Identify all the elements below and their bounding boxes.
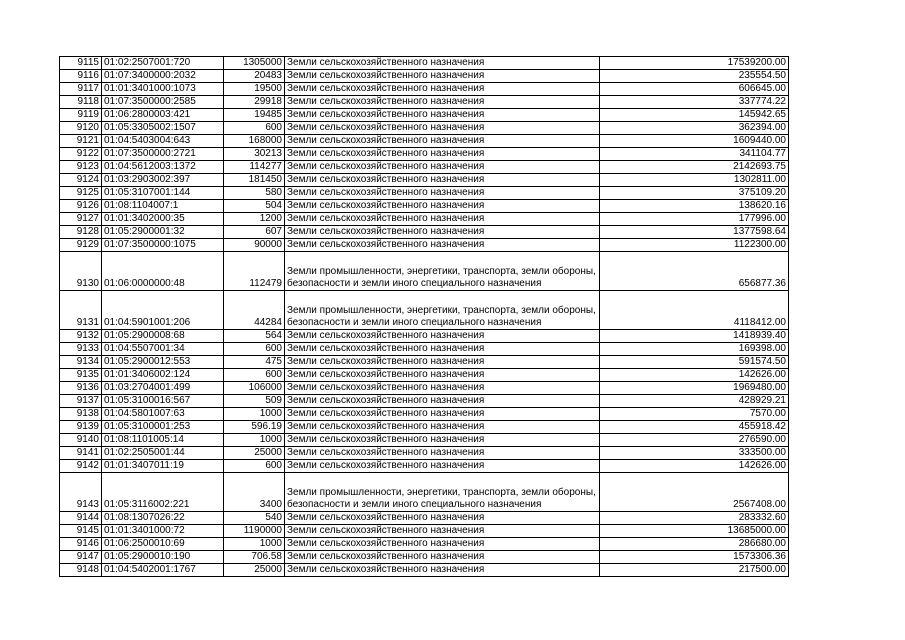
cadastral-number-cell[interactable]: 01:07:3500000:2721 bbox=[102, 148, 224, 161]
area-cell[interactable]: 1305000 bbox=[224, 57, 285, 70]
land-category-cell[interactable]: Земли сельскохозяйственного назначения bbox=[285, 57, 600, 70]
cadastral-value-cell[interactable]: 7570.00 bbox=[600, 408, 789, 421]
cadastral-number-cell[interactable]: 01:04:5403004:643 bbox=[102, 135, 224, 148]
cadastral-number-cell[interactable]: 01:05:3305002:1507 bbox=[102, 122, 224, 135]
table-row bbox=[60, 200, 789, 213]
area-cell[interactable]: 600 bbox=[224, 122, 285, 135]
cadastral-value-cell[interactable]: 337774.22 bbox=[600, 96, 789, 109]
row-number-cell[interactable]: 9135 bbox=[60, 369, 102, 382]
row-number-cell[interactable]: 9118 bbox=[60, 96, 102, 109]
table-row bbox=[60, 109, 789, 122]
row-number-cell[interactable]: 9147 bbox=[60, 551, 102, 564]
cadastral-number-cell[interactable]: 01:05:2900001:32 bbox=[102, 226, 224, 239]
row-number-cell[interactable]: 9146 bbox=[60, 538, 102, 551]
area-cell[interactable]: 564 bbox=[224, 330, 285, 343]
cadastral-number-cell[interactable]: 01:04:5801007:63 bbox=[102, 408, 224, 421]
area-cell[interactable]: 1000 bbox=[224, 538, 285, 551]
table-row bbox=[60, 135, 789, 148]
land-category-cell[interactable]: Земли сельскохозяйственного назначения bbox=[285, 525, 600, 538]
row-number-cell[interactable]: 9138 bbox=[60, 408, 102, 421]
area-cell[interactable]: 1000 bbox=[224, 408, 285, 421]
area-cell[interactable]: 20483 bbox=[224, 70, 285, 83]
cadastral-number-cell[interactable]: 01:02:2505001:44 bbox=[102, 447, 224, 460]
row-number-cell[interactable]: 9140 bbox=[60, 434, 102, 447]
cadastral-number-cell[interactable]: 01:08:1101005:14 bbox=[102, 434, 224, 447]
area-cell[interactable]: 1000 bbox=[224, 434, 285, 447]
table-row bbox=[60, 356, 789, 369]
area-cell[interactable]: 509 bbox=[224, 395, 285, 408]
land-category-cell[interactable]: Земли промышленности, энергетики, транспорта, земли обороны, безопасности и земли иного специального назначения bbox=[285, 473, 600, 512]
land-category-cell[interactable]: Земли сельскохозяйственного назначения bbox=[285, 122, 600, 135]
table-row bbox=[60, 122, 789, 135]
land-category-cell[interactable]: Земли сельскохозяйственного назначения bbox=[285, 161, 600, 174]
cadastral-number-cell[interactable]: 01:04:5507001:34 bbox=[102, 343, 224, 356]
area-cell[interactable]: 30213 bbox=[224, 148, 285, 161]
cadastral-number-cell[interactable]: 01:01:3407011:19 bbox=[102, 460, 224, 473]
table-row bbox=[60, 187, 789, 200]
cadastral-number-cell[interactable]: 01:03:2704001:499 bbox=[102, 382, 224, 395]
land-category-cell[interactable]: Земли сельскохозяйственного назначения bbox=[285, 226, 600, 239]
table-row bbox=[60, 460, 789, 473]
area-cell[interactable]: 607 bbox=[224, 226, 285, 239]
row-number-cell[interactable]: 9126 bbox=[60, 200, 102, 213]
table-row bbox=[60, 564, 789, 577]
area-cell[interactable]: 25000 bbox=[224, 564, 285, 577]
table-row bbox=[60, 57, 789, 70]
cadastral-value-cell[interactable]: 1573306.36 bbox=[600, 551, 789, 564]
cadastral-number-cell[interactable]: 01:02:2507001:720 bbox=[102, 57, 224, 70]
cadastral-number-cell[interactable]: 01:01:3406002:124 bbox=[102, 369, 224, 382]
cadastral-value-cell[interactable]: 428929.21 bbox=[600, 395, 789, 408]
row-number-cell[interactable]: 9129 bbox=[60, 239, 102, 252]
area-cell[interactable]: 90000 bbox=[224, 239, 285, 252]
land-category-cell[interactable]: Земли сельскохозяйственного назначения bbox=[285, 135, 600, 148]
land-category-cell[interactable]: Земли сельскохозяйственного назначения bbox=[285, 213, 600, 226]
area-cell[interactable]: 44284 bbox=[224, 291, 285, 330]
row-number-cell[interactable]: 9127 bbox=[60, 213, 102, 226]
land-category-cell[interactable]: Земли сельскохозяйственного назначения bbox=[285, 512, 600, 525]
cadastral-number-cell[interactable]: 01:06:2500010:69 bbox=[102, 538, 224, 551]
table-row bbox=[60, 161, 789, 174]
table-row bbox=[60, 525, 789, 538]
row-number-cell[interactable]: 9124 bbox=[60, 174, 102, 187]
table-row bbox=[60, 96, 789, 109]
land-category-cell[interactable]: Земли сельскохозяйственного назначения bbox=[285, 239, 600, 252]
row-number-cell[interactable]: 9148 bbox=[60, 564, 102, 577]
table-row bbox=[60, 512, 789, 525]
cadastral-value-cell[interactable]: 362394.00 bbox=[600, 122, 789, 135]
row-number-cell[interactable]: 9136 bbox=[60, 382, 102, 395]
land-category-cell[interactable]: Земли сельскохозяйственного назначения bbox=[285, 200, 600, 213]
land-category-cell[interactable]: Земли сельскохозяйственного назначения bbox=[285, 408, 600, 421]
area-cell[interactable]: 1190000 bbox=[224, 525, 285, 538]
cadastral-value-cell[interactable]: 169398.00 bbox=[600, 343, 789, 356]
row-number-cell[interactable]: 9123 bbox=[60, 161, 102, 174]
cadastral-number-cell[interactable]: 01:04:5612003:1372 bbox=[102, 161, 224, 174]
row-number-cell[interactable]: 9137 bbox=[60, 395, 102, 408]
area-cell[interactable]: 181450 bbox=[224, 174, 285, 187]
table-row bbox=[60, 83, 789, 96]
table-row bbox=[60, 226, 789, 239]
cadastral-value-cell[interactable]: 656877.36 bbox=[600, 252, 789, 291]
table-row bbox=[60, 213, 789, 226]
land-category-cell[interactable]: Земли сельскохозяйственного назначения bbox=[285, 434, 600, 447]
cadastral-number-cell[interactable]: 01:05:3107001:144 bbox=[102, 187, 224, 200]
cadastral-number-cell[interactable]: 01:06:2800003:421 bbox=[102, 109, 224, 122]
cadastral-number-cell[interactable]: 01:06:0000000:48 bbox=[102, 252, 224, 291]
cadastral-number-cell[interactable]: 01:04:5402001:1767 bbox=[102, 564, 224, 577]
row-number-cell[interactable]: 9141 bbox=[60, 447, 102, 460]
land-category-cell[interactable]: Земли сельскохозяйственного назначения bbox=[285, 395, 600, 408]
cadastral-value-cell[interactable]: 4118412.00 bbox=[600, 291, 789, 330]
land-category-cell[interactable]: Земли сельскохозяйственного назначения bbox=[285, 83, 600, 96]
row-number-cell[interactable]: 9116 bbox=[60, 70, 102, 83]
table-row bbox=[60, 434, 789, 447]
cadastral-value-cell[interactable]: 1418939.40 bbox=[600, 330, 789, 343]
row-number-cell[interactable]: 9144 bbox=[60, 512, 102, 525]
cadastral-value-cell[interactable]: 145942.65 bbox=[600, 109, 789, 122]
cadastral-number-cell[interactable]: 01:07:3400000:2032 bbox=[102, 70, 224, 83]
land-category-cell[interactable]: Земли промышленности, энергетики, транспорта, земли обороны, безопасности и земли иного специального назначения bbox=[285, 252, 600, 291]
area-cell[interactable]: 25000 bbox=[224, 447, 285, 460]
area-cell[interactable]: 600 bbox=[224, 460, 285, 473]
cadastral-value-cell[interactable]: 235554.50 bbox=[600, 70, 789, 83]
land-category-cell[interactable]: Земли сельскохозяйственного назначения bbox=[285, 109, 600, 122]
table-row bbox=[60, 291, 789, 330]
area-cell[interactable]: 596.19 bbox=[224, 421, 285, 434]
row-number-cell[interactable]: 9133 bbox=[60, 343, 102, 356]
table-row bbox=[60, 408, 789, 421]
area-cell[interactable]: 504 bbox=[224, 200, 285, 213]
land-category-cell[interactable]: Земли сельскохозяйственного назначения bbox=[285, 564, 600, 577]
row-number-cell[interactable]: 9125 bbox=[60, 187, 102, 200]
land-category-cell[interactable]: Земли сельскохозяйственного назначения bbox=[285, 330, 600, 343]
table-row bbox=[60, 148, 789, 161]
cadastral-value-cell[interactable]: 142626.00 bbox=[600, 369, 789, 382]
row-number-cell[interactable]: 9132 bbox=[60, 330, 102, 343]
cadastral-value-cell[interactable]: 1377598.64 bbox=[600, 226, 789, 239]
cadastral-value-cell[interactable]: 283332.60 bbox=[600, 512, 789, 525]
area-cell[interactable]: 580 bbox=[224, 187, 285, 200]
land-category-cell[interactable]: Земли сельскохозяйственного назначения bbox=[285, 369, 600, 382]
table-row bbox=[60, 382, 789, 395]
land-category-cell[interactable]: Земли сельскохозяйственного назначения bbox=[285, 551, 600, 564]
area-cell[interactable]: 168000 bbox=[224, 135, 285, 148]
cadastral-value-cell[interactable]: 1969480.00 bbox=[600, 382, 789, 395]
land-category-cell[interactable]: Земли сельскохозяйственного назначения bbox=[285, 343, 600, 356]
cadastral-value-cell[interactable]: 286680.00 bbox=[600, 538, 789, 551]
land-category-cell[interactable]: Земли сельскохозяйственного назначения bbox=[285, 356, 600, 369]
row-number-cell[interactable]: 9122 bbox=[60, 148, 102, 161]
table-row bbox=[60, 239, 789, 252]
row-number-cell[interactable]: 9142 bbox=[60, 460, 102, 473]
spreadsheet-sheet bbox=[59, 56, 789, 577]
table-row bbox=[60, 447, 789, 460]
cadastral-number-cell[interactable]: 01:08:1104007:1 bbox=[102, 200, 224, 213]
cadastral-value-cell[interactable]: 217500.00 bbox=[600, 564, 789, 577]
cadastral-number-cell[interactable]: 01:01:3402000:35 bbox=[102, 213, 224, 226]
cadastral-value-cell[interactable]: 13685000.00 bbox=[600, 525, 789, 538]
cadastral-value-cell[interactable]: 1122300.00 bbox=[600, 239, 789, 252]
cadastral-number-cell[interactable]: 01:08:1307026:22 bbox=[102, 512, 224, 525]
cadastral-value-cell[interactable]: 591574.50 bbox=[600, 356, 789, 369]
cadastral-number-cell[interactable]: 01:01:3401000:72 bbox=[102, 525, 224, 538]
row-number-cell[interactable]: 9143 bbox=[60, 473, 102, 512]
land-category-cell[interactable]: Земли сельскохозяйственного назначения bbox=[285, 96, 600, 109]
row-number-cell[interactable]: 9145 bbox=[60, 525, 102, 538]
area-cell[interactable]: 3400 bbox=[224, 473, 285, 512]
row-number-cell[interactable]: 9119 bbox=[60, 109, 102, 122]
cadastral-number-cell[interactable]: 01:04:5901001:206 bbox=[102, 291, 224, 330]
area-cell[interactable]: 106000 bbox=[224, 382, 285, 395]
row-number-cell[interactable]: 9134 bbox=[60, 356, 102, 369]
table-body bbox=[60, 57, 789, 577]
cadastral-value-cell[interactable]: 138620.16 bbox=[600, 200, 789, 213]
row-number-cell[interactable]: 9115 bbox=[60, 57, 102, 70]
cadastral-number-cell[interactable]: 01:05:2900012:553 bbox=[102, 356, 224, 369]
cadastral-value-cell[interactable]: 455918.42 bbox=[600, 421, 789, 434]
cadastral-value-cell[interactable]: 177996.00 bbox=[600, 213, 789, 226]
cadastral-value-cell[interactable]: 142626.00 bbox=[600, 460, 789, 473]
area-cell[interactable]: 112479 bbox=[224, 252, 285, 291]
cadastral-number-cell[interactable]: 01:05:3100016:567 bbox=[102, 395, 224, 408]
row-number-cell[interactable]: 9139 bbox=[60, 421, 102, 434]
table-row bbox=[60, 538, 789, 551]
land-category-cell[interactable]: Земли сельскохозяйственного назначения bbox=[285, 187, 600, 200]
row-number-cell[interactable]: 9130 bbox=[60, 252, 102, 291]
row-number-cell[interactable]: 9131 bbox=[60, 291, 102, 330]
area-cell[interactable]: 1200 bbox=[224, 213, 285, 226]
land-category-cell[interactable]: Земли сельскохозяйственного назначения bbox=[285, 421, 600, 434]
cadastral-number-cell[interactable]: 01:07:3500000:1075 bbox=[102, 239, 224, 252]
area-cell[interactable]: 19500 bbox=[224, 83, 285, 96]
land-category-cell[interactable]: Земли сельскохозяйственного назначения bbox=[285, 382, 600, 395]
cadastral-number-cell[interactable]: 01:05:2900008:68 bbox=[102, 330, 224, 343]
row-number-cell[interactable]: 9128 bbox=[60, 226, 102, 239]
area-cell[interactable]: 540 bbox=[224, 512, 285, 525]
cadastral-number-cell[interactable]: 01:03:2903002:397 bbox=[102, 174, 224, 187]
table-row bbox=[60, 343, 789, 356]
cadastral-value-cell[interactable]: 341104.77 bbox=[600, 148, 789, 161]
area-cell[interactable]: 600 bbox=[224, 343, 285, 356]
land-category-cell[interactable]: Земли сельскохозяйственного назначения bbox=[285, 174, 600, 187]
table-row bbox=[60, 421, 789, 434]
row-number-cell[interactable]: 9117 bbox=[60, 83, 102, 96]
table-row bbox=[60, 395, 789, 408]
cadastral-number-cell[interactable]: 01:07:3500000:2585 bbox=[102, 96, 224, 109]
area-cell[interactable]: 19485 bbox=[224, 109, 285, 122]
cadastral-value-cell[interactable]: 276590.00 bbox=[600, 434, 789, 447]
table-row bbox=[60, 70, 789, 83]
table-row bbox=[60, 330, 789, 343]
table-row bbox=[60, 252, 789, 291]
cadastral-number-cell[interactable]: 01:01:3401000:1073 bbox=[102, 83, 224, 96]
land-category-cell[interactable]: Земли сельскохозяйственного назначения bbox=[285, 538, 600, 551]
cadastral-number-cell[interactable]: 01:05:3100001:253 bbox=[102, 421, 224, 434]
land-category-cell[interactable]: Земли сельскохозяйственного назначения bbox=[285, 148, 600, 161]
row-number-cell[interactable]: 9120 bbox=[60, 122, 102, 135]
area-cell[interactable]: 114277 bbox=[224, 161, 285, 174]
land-category-cell[interactable]: Земли промышленности, энергетики, транспорта, земли обороны, безопасности и земли иного специального назначения bbox=[285, 291, 600, 330]
area-cell[interactable]: 475 bbox=[224, 356, 285, 369]
table-row bbox=[60, 174, 789, 187]
table-row bbox=[60, 551, 789, 564]
table-row bbox=[60, 369, 789, 382]
land-category-cell[interactable]: Земли сельскохозяйственного назначения bbox=[285, 70, 600, 83]
cadastral-value-cell[interactable]: 2142693.75 bbox=[600, 161, 789, 174]
land-plots-table bbox=[59, 56, 789, 577]
cadastral-value-cell[interactable]: 17539200.00 bbox=[600, 57, 789, 70]
cadastral-value-cell[interactable]: 375109.20 bbox=[600, 187, 789, 200]
table-row bbox=[60, 473, 789, 512]
land-category-cell[interactable]: Земли сельскохозяйственного назначения bbox=[285, 460, 600, 473]
land-category-cell[interactable]: Земли сельскохозяйственного назначения bbox=[285, 447, 600, 460]
cadastral-value-cell[interactable]: 606645.00 bbox=[600, 83, 789, 96]
cadastral-value-cell[interactable]: 2567408.00 bbox=[600, 473, 789, 512]
cadastral-value-cell[interactable]: 1302811.00 bbox=[600, 174, 789, 187]
cadastral-value-cell[interactable]: 1609440.00 bbox=[600, 135, 789, 148]
area-cell[interactable]: 29918 bbox=[224, 96, 285, 109]
cadastral-value-cell[interactable]: 333500.00 bbox=[600, 447, 789, 460]
area-cell[interactable]: 706.58 bbox=[224, 551, 285, 564]
area-cell[interactable]: 600 bbox=[224, 369, 285, 382]
cadastral-number-cell[interactable]: 01:05:2900010:190 bbox=[102, 551, 224, 564]
row-number-cell[interactable]: 9121 bbox=[60, 135, 102, 148]
cadastral-number-cell[interactable]: 01:05:3116002:221 bbox=[102, 473, 224, 512]
